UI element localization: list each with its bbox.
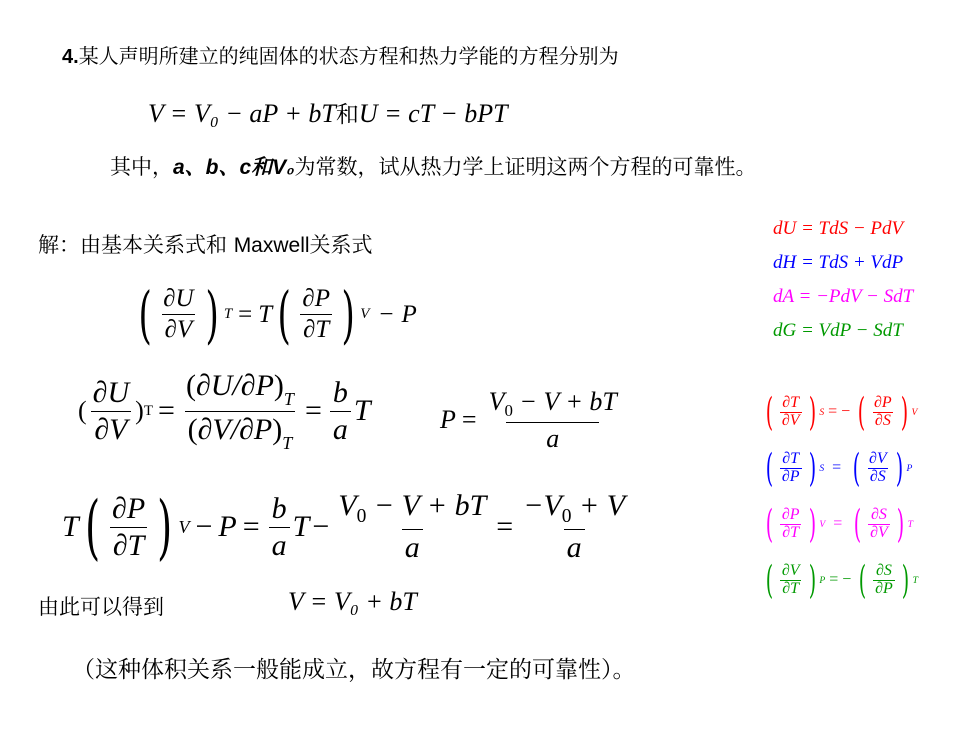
pressure-expression: P = $\frac{V_0 - V + bT}{a}$ — [440, 387, 617, 453]
problem-text: 某人声明所建立的纯固体的状态方程和热力学能的方程分别为 — [78, 44, 619, 68]
maxwell-relations — [762, 390, 962, 620]
relation-dG: dG = VdP − SdT — [773, 320, 903, 341]
problem-conditions — [110, 151, 756, 181]
energy-derivative-equation: ( $\frac{\partial U}{\partial V}$ ) T = $\frac{(\partial U/\partial P)_T}{(\partial V/\partial P)_T}$ = $\frac{b}{a}$ T — [78, 369, 371, 453]
relation-dU: dU = TdS − PdV — [773, 218, 904, 239]
energy-equation: U = cT − bPT — [358, 99, 508, 128]
relation-dH: dH = TdS + VdP — [773, 252, 904, 273]
problem-equations — [148, 96, 508, 129]
derive-label: 由此可以得到 — [38, 595, 164, 619]
conditions-prefix: 其中， — [110, 155, 173, 179]
problem-statement — [62, 40, 619, 69]
substitution-equation: T ( $\frac{\partial P}{\partial T}$ ) V − P = $\frac{b}{a}$ T − $\frac{V_0 - V + bT}{a}$ = $\frac{-V_0 + V}{a}$ — [62, 486, 626, 568]
equation-conjunction: 和 — [335, 102, 359, 128]
thermodynamic-equation-of-state: ( $\frac{\partial U}{\partial V}$ ) T = T ( $\frac{\partial P}{\partial T}$ ) V − P — [138, 278, 417, 351]
result-equation: V = V₀ + bT — [288, 587, 417, 616]
maxwell-relation-2: ( $\frac{\partial T}{\partial P}$ ) S = ( $\frac{\partial V}{\partial S}$ ) P — [765, 446, 913, 490]
maxwell-word: Maxwell — [233, 234, 310, 257]
solution-intro-prefix: 解：由基本关系式和 — [38, 233, 234, 257]
solution-intro — [38, 229, 373, 259]
conclusion-text: （这种体积关系一般能成立，故方程有一定的可靠性）。 — [72, 657, 636, 683]
maxwell-relation-1: ( $\frac{\partial T}{\partial V}$ ) S = − ( $\frac{\partial P}{\partial S}$ ) V — [765, 390, 918, 434]
constants-list: a、b、c和V₀ — [173, 156, 295, 179]
conditions-suffix: 为常数，试从热力学上证明这两个方程的可靠性。 — [294, 155, 757, 179]
relation-dA: dA = −PdV − SdT — [773, 286, 914, 307]
state-equation: V = V₀ − aP + bT — [148, 99, 336, 128]
maxwell-relation-3: ( $\frac{\partial P}{\partial T}$ ) V = ( $\frac{\partial S}{\partial V}$ ) T — [765, 502, 913, 546]
maxwell-relation-4: ( $\frac{\partial V}{\partial T}$ ) P = − ( $\frac{\partial S}{\partial P}$ ) T — [765, 558, 918, 602]
problem-number: 4. — [62, 46, 79, 68]
solution-intro-suffix: 关系式 — [309, 233, 373, 257]
